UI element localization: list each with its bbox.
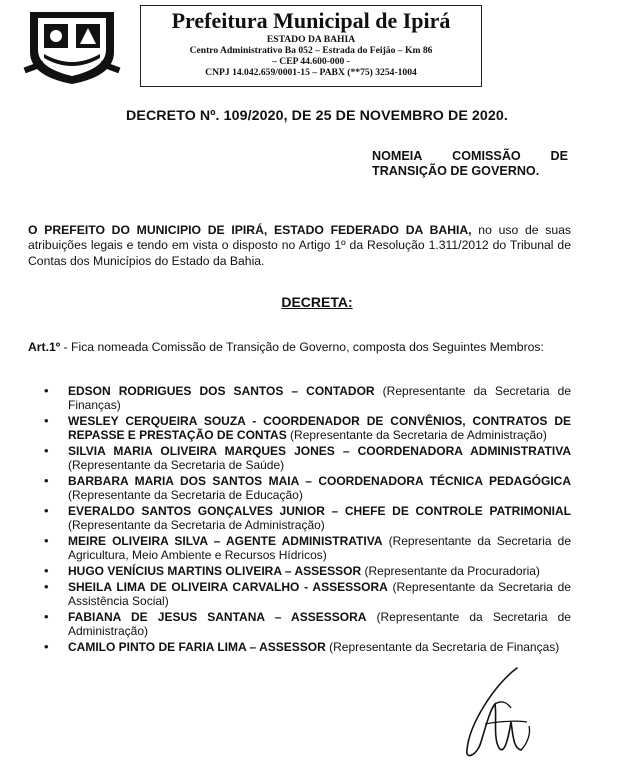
bullet-icon: • xyxy=(44,383,49,398)
list-item xyxy=(40,474,571,502)
member-desc: (Representante da Secretaria de Agricultura, Meio Ambiente e Recursos Hídricos) xyxy=(68,534,571,562)
bullet-icon: • xyxy=(44,639,49,654)
members-list xyxy=(40,384,571,656)
list-item xyxy=(40,564,571,578)
list-item xyxy=(40,580,571,608)
member-desc: (Representante da Secretaria de Assistência Social) xyxy=(68,580,571,608)
bullet-icon: • xyxy=(44,533,49,548)
member-name: HUGO VENÍCIUS MARTINS OLIVEIRA – ASSESSOR xyxy=(68,564,362,578)
state-line: ESTADO DA BAHIA xyxy=(266,34,356,45)
summary-line-1 xyxy=(372,149,568,164)
bullet-icon: • xyxy=(44,443,49,458)
list-item xyxy=(40,444,571,472)
member-name: CAMILO PINTO DE FARIA LIMA – ASSESSOR xyxy=(68,640,326,654)
member-name: BARBARA MARIA DOS SANTOS MAIA – COORDENADORA TÉCNICA PEDAGÓGICA xyxy=(68,474,571,488)
member-name: FABIANA DE JESUS SANTANA – ASSESSORA xyxy=(68,610,367,624)
list-item xyxy=(40,640,571,654)
bullet-icon: • xyxy=(44,503,49,518)
summary-word-3: DE xyxy=(550,149,568,163)
member-name: EDSON RODRIGUES DOS SANTOS – CONTADOR xyxy=(68,384,375,398)
summary-word-2: COMISSÃO xyxy=(452,149,521,163)
summary-line-2: TRANSIÇÃO DE GOVERNO. xyxy=(372,164,540,178)
member-desc: (Representante da Secretaria de Educação) xyxy=(68,488,303,502)
member-name: WESLEY CERQUEIRA SOUZA - COORDENADOR DE CONVÊNIOS, CONTRATOS DE REPASSE E PRESTAÇÃO DE CONTAS xyxy=(68,414,571,442)
bullet-icon: • xyxy=(44,413,49,428)
member-name: SILVIA MARIA OLIVEIRA MARQUES JONES – COORDENADORA ADMINISTRATIVA xyxy=(68,444,571,458)
member-desc: (Representante da Secretaria de Administração) xyxy=(68,610,571,638)
intro-paragraph xyxy=(28,223,571,269)
decreta-heading: DECRETA: xyxy=(281,294,353,310)
member-desc: (Representante da Secretaria de Finanças) xyxy=(325,640,560,654)
cnpj-phone-line: CNPJ 14.042.659/0001-15 – PABX (**75) 3254-1004 xyxy=(205,67,417,78)
intro-text: no uso de suas atribuições legais e tendo em vista o disposto no Artigo 1º da Resolução 1.311/2012 do Tribunal de Contas dos Municípios do Estado da Bahia. xyxy=(28,223,571,268)
member-desc: (Representante da Secretaria de Finanças) xyxy=(68,384,571,412)
bullet-icon: • xyxy=(44,563,49,578)
member-name: EVERALDO SANTOS GONÇALVES JUNIOR – CHEFE DE CONTROLE PATRIMONIAL xyxy=(68,504,571,518)
letterhead xyxy=(140,5,482,87)
article-text: - Fica nomeada Comissão de Transição de Governo, composta dos Seguintes Membros: xyxy=(60,340,544,354)
coat-of-arms-emblem xyxy=(22,8,122,86)
member-desc: (Representante da Secretaria de Saúde) xyxy=(68,458,285,472)
bullet-icon: • xyxy=(44,609,49,624)
address-line: Centro Administrativo Ba 052 – Estrada do Feijão – Km 86 xyxy=(189,45,433,56)
article-label: Art.1º xyxy=(28,340,61,354)
list-item xyxy=(40,504,571,532)
member-desc: (Representante da Secretaria de Administração) xyxy=(68,518,325,532)
decree-title: DECRETO Nº. 109/2020, DE 25 DE NOVEMBRO DE 2020. xyxy=(126,108,508,124)
list-item xyxy=(40,384,571,412)
cep-line: – CEP 44.600-000 - xyxy=(272,56,350,67)
bullet-icon: • xyxy=(44,579,49,594)
member-desc: (Representante da Secretaria de Administração) xyxy=(286,428,547,442)
list-item xyxy=(40,610,571,638)
municipality-title: Prefeitura Municipal de Ipirá xyxy=(171,8,451,33)
article-1 xyxy=(28,340,571,355)
intro-bold-text: O PREFEITO DO MUNICIPIO DE IPIRÁ, ESTADO FEDERADO DA BAHIA, xyxy=(28,223,472,237)
member-desc: (Representante da Procuradoria) xyxy=(361,564,540,578)
summary-word-1: NOMEIA xyxy=(372,149,423,163)
list-item xyxy=(40,534,571,562)
list-item xyxy=(40,414,571,442)
member-name: MEIRE OLIVEIRA SILVA – AGENTE ADMINISTRATIVA xyxy=(68,534,383,548)
member-name: SHEILA LIMA DE OLIVEIRA CARVALHO - ASSESSORA xyxy=(68,580,388,594)
handwritten-signature xyxy=(455,664,565,764)
decree-summary xyxy=(372,149,568,179)
bullet-icon: • xyxy=(44,473,49,488)
